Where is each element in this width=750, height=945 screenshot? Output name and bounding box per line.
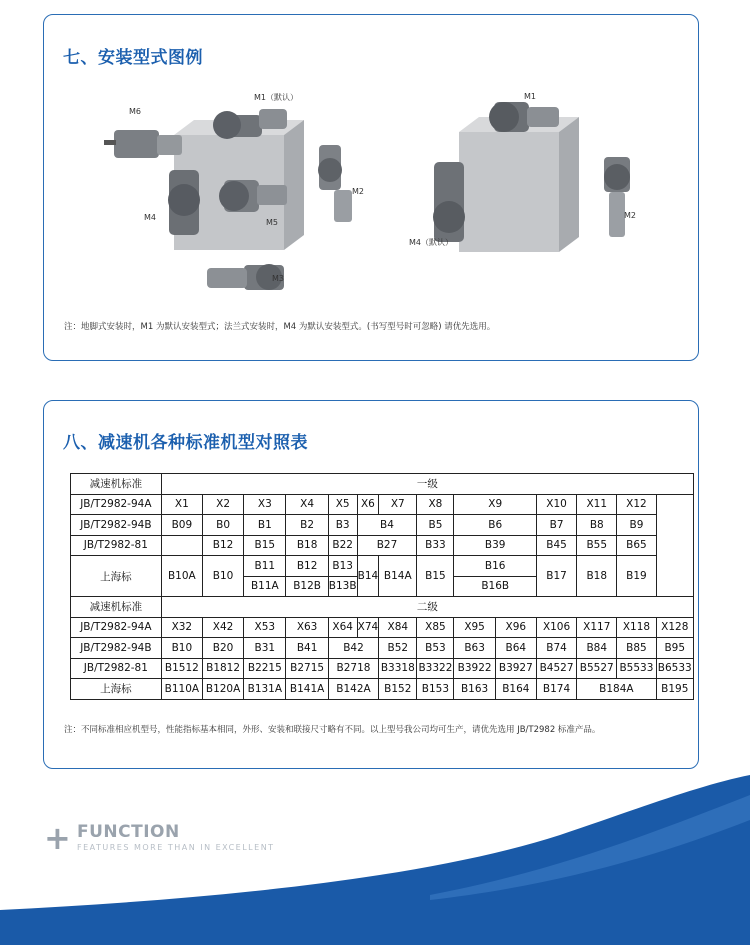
table-cell: X118 <box>617 617 656 638</box>
table-cell: B16B <box>454 576 536 597</box>
std-cell: JB/T2982-81 <box>71 535 162 556</box>
table-cell: B2715 <box>286 658 328 679</box>
std-cell: JB/T2982-81 <box>71 658 162 679</box>
std-cell: JB/T2982-94A <box>71 494 162 515</box>
empty-cell <box>161 535 202 556</box>
table-cell: B17 <box>536 556 576 597</box>
table-cell: B31 <box>244 638 286 659</box>
table-cell: B3318 <box>379 658 417 679</box>
label-m1-default: M1（默认） <box>254 93 298 102</box>
table-cell: B0 <box>202 515 243 536</box>
table-cell: B10 <box>202 556 243 597</box>
std-cell: JB/T2982-94B <box>71 638 162 659</box>
table-cell: B1 <box>244 515 286 536</box>
table-cell: B42 <box>328 638 379 659</box>
label-m2: M2 <box>352 187 364 196</box>
table-cell: B20 <box>202 638 243 659</box>
table-row <box>71 556 694 577</box>
table-cell: B16 <box>454 556 536 577</box>
table-cell: X6 <box>357 494 379 515</box>
label-m6: M6 <box>129 107 141 116</box>
table-cell: X117 <box>577 617 617 638</box>
table-cell: B14A <box>379 556 417 597</box>
section8-note: 注：不同标准相应机型号，性能指标基本相同，外形、安装和联接尺寸略有不同。以上型号我公司均可生产，请优先选用 JB/T2982 标准产品。 <box>64 725 601 735</box>
table-cell: B3922 <box>454 658 495 679</box>
table-cell: X85 <box>417 617 454 638</box>
label-m3: M3 <box>272 274 284 283</box>
table-cell: B2215 <box>244 658 286 679</box>
comparison-card <box>43 400 699 769</box>
table-cell: B5 <box>417 515 454 536</box>
empty-cell <box>656 494 693 597</box>
header-cell: 减速机标准 <box>71 474 162 495</box>
table-cell: X64 <box>328 617 357 638</box>
table-cell: B13 <box>328 556 357 577</box>
table-cell: X32 <box>161 617 202 638</box>
function-subtitle: FEATURES MORE THAN IN EXCELLENT <box>77 843 275 852</box>
table-row <box>71 679 694 700</box>
table-row <box>71 515 694 536</box>
table-cell: B15 <box>244 535 286 556</box>
table-cell: B142A <box>328 679 379 700</box>
table-cell: B153 <box>417 679 454 700</box>
table-cell: X63 <box>286 617 328 638</box>
table-cell: X7 <box>379 494 417 515</box>
m2-flange-reducer <box>604 157 630 237</box>
table-cell: B5533 <box>617 658 656 679</box>
section7-title: 七、安装型式图例 <box>63 48 203 68</box>
table-cell: B63 <box>454 638 495 659</box>
section7-note: 注：地脚式安装时，M1 为默认安装型式；法兰式安装时，M4 为默认安装型式。(书写型号时可忽略) 请优先选用。 <box>64 322 496 332</box>
foot-mount-diagram <box>99 85 369 305</box>
table-cell: B1812 <box>202 658 243 679</box>
table-cell: B6533 <box>656 658 693 679</box>
table-cell: X10 <box>536 494 576 515</box>
table-cell: B11A <box>244 576 286 597</box>
table-cell: B10A <box>161 556 202 597</box>
label-m1: M1 <box>524 92 536 101</box>
std-cell: JB/T2982-94B <box>71 515 162 536</box>
table-cell: B7 <box>536 515 576 536</box>
table-cell: B10 <box>161 638 202 659</box>
table-cell: B5527 <box>577 658 617 679</box>
std-cell: JB/T2982-94A <box>71 617 162 638</box>
table-cell: B152 <box>379 679 417 700</box>
table-cell: B110A <box>161 679 202 700</box>
table-cell: B33 <box>417 535 454 556</box>
section8-title: 八、减速机各种标准机型对照表 <box>63 433 308 453</box>
table-cell: B12B <box>286 576 328 597</box>
std-cell: 上海标 <box>71 556 162 597</box>
table-cell: X95 <box>454 617 495 638</box>
table-cell: B52 <box>379 638 417 659</box>
table-cell: B19 <box>617 556 656 597</box>
label-m2-right: M2 <box>624 211 636 220</box>
label-m4: M4 <box>144 213 156 222</box>
table-row <box>71 597 694 618</box>
table-cell: X5 <box>328 494 357 515</box>
table-cell: B18 <box>577 556 617 597</box>
header-cell: 减速机标准 <box>71 597 162 618</box>
table-cell: B4527 <box>536 658 576 679</box>
table-row <box>71 474 694 495</box>
table-cell: X96 <box>495 617 536 638</box>
table-cell: B12 <box>202 535 243 556</box>
table-cell: B6 <box>454 515 536 536</box>
table-cell: X9 <box>454 494 536 515</box>
table-cell: B41 <box>286 638 328 659</box>
table-cell: B64 <box>495 638 536 659</box>
table-cell: B12 <box>286 556 328 577</box>
table-cell: X12 <box>617 494 656 515</box>
table-cell: B74 <box>536 638 576 659</box>
table-cell: B14 <box>357 556 379 597</box>
table-cell: B45 <box>536 535 576 556</box>
table-cell: B09 <box>161 515 202 536</box>
table-cell: X128 <box>656 617 693 638</box>
flange-mount-diagram <box>429 97 649 257</box>
table-cell: B3927 <box>495 658 536 679</box>
table-row <box>71 617 694 638</box>
table-cell: B13B <box>328 576 357 597</box>
table-cell: B9 <box>617 515 656 536</box>
model-comparison-table <box>70 473 694 700</box>
table-cell: B141A <box>286 679 328 700</box>
table-row <box>71 658 694 679</box>
function-title: FUNCTION <box>77 822 180 842</box>
table-cell: B3 <box>328 515 357 536</box>
std-cell: 上海标 <box>71 679 162 700</box>
table-cell: B22 <box>328 535 357 556</box>
blue-wave-decoration <box>0 760 750 945</box>
table-cell: B184A <box>577 679 656 700</box>
label-m4-default: M4（默认） <box>409 238 453 247</box>
table-cell: B8 <box>577 515 617 536</box>
table-cell: B84 <box>577 638 617 659</box>
table-cell: B120A <box>202 679 243 700</box>
m6-reducer <box>104 130 182 158</box>
table-cell: B174 <box>536 679 576 700</box>
m4-reducer <box>168 170 200 235</box>
m2-reducer <box>318 145 352 222</box>
table-cell: X1 <box>161 494 202 515</box>
table-cell: B18 <box>286 535 328 556</box>
table-cell: X8 <box>417 494 454 515</box>
table-row <box>71 535 694 556</box>
table-cell: B2718 <box>328 658 379 679</box>
table-cell: B163 <box>454 679 495 700</box>
table-cell: B65 <box>617 535 656 556</box>
table-cell: B27 <box>357 535 417 556</box>
table-cell: B195 <box>656 679 693 700</box>
table-cell: X2 <box>202 494 243 515</box>
table-cell: X3 <box>244 494 286 515</box>
table-row <box>71 638 694 659</box>
table-cell: B11 <box>244 556 286 577</box>
table-cell: X53 <box>244 617 286 638</box>
table-cell: X74 <box>357 617 379 638</box>
table-cell: B15 <box>417 556 454 597</box>
table-cell: X42 <box>202 617 243 638</box>
table-cell: X84 <box>379 617 417 638</box>
table-cell: X106 <box>536 617 576 638</box>
table-cell: B2 <box>286 515 328 536</box>
table-cell: B95 <box>656 638 693 659</box>
table-cell: X4 <box>286 494 328 515</box>
label-m5: M5 <box>266 218 278 227</box>
table-cell: B3322 <box>417 658 454 679</box>
installation-card <box>43 14 699 361</box>
table-cell: X11 <box>577 494 617 515</box>
stage-cell: 二级 <box>161 597 693 618</box>
table-cell: B131A <box>244 679 286 700</box>
table-cell: B164 <box>495 679 536 700</box>
table-row <box>71 494 694 515</box>
table-cell: B85 <box>617 638 656 659</box>
m4-flange-reducer <box>433 162 465 242</box>
stage-cell: 一级 <box>161 474 693 495</box>
table-cell: B1512 <box>161 658 202 679</box>
table-cell: B55 <box>577 535 617 556</box>
table-cell: B39 <box>454 535 536 556</box>
plus-icon: + <box>44 819 71 857</box>
table-cell: B53 <box>417 638 454 659</box>
table-cell: B4 <box>357 515 417 536</box>
